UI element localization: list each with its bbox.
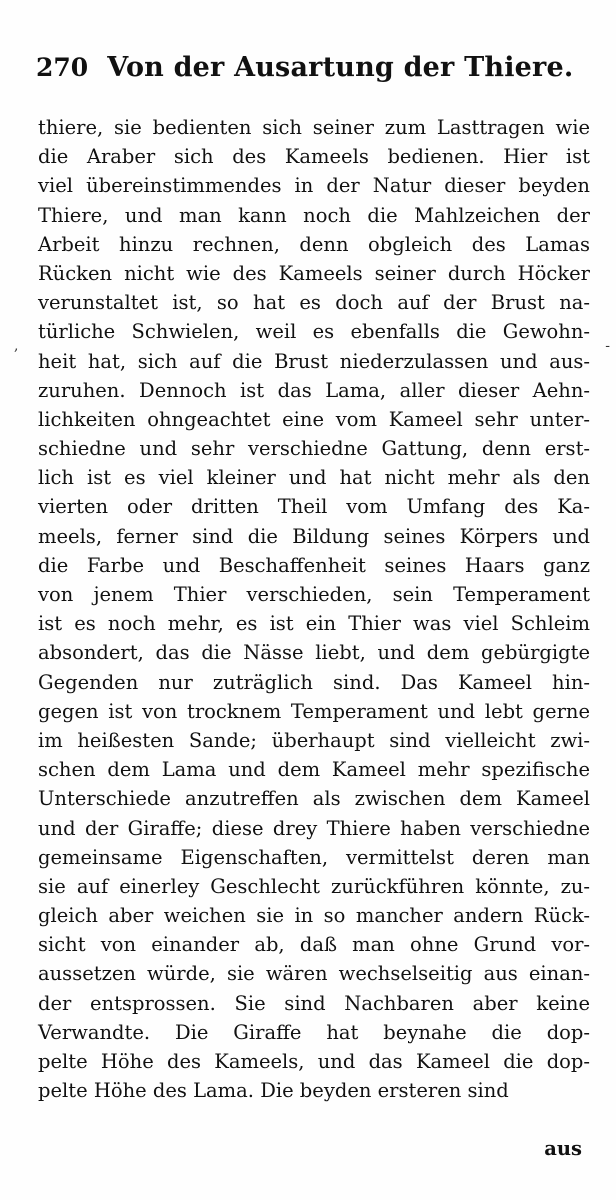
- text-line: Thiere, und man kann noch die Mahlzeichen der: [38, 203, 590, 227]
- margin-mark-left: ,: [14, 338, 19, 354]
- text-line: schiedne und sehr verschiedne Gattung, denn erst-: [38, 437, 590, 461]
- text-line: pelte Höhe des Lama. Die beyden ersteren sind: [38, 1079, 509, 1103]
- text-line: sicht von einander ab, daß man ohne Grund vor-: [38, 933, 590, 957]
- text-line: viel übereinstimmendes in der Natur dieser beyden: [38, 174, 590, 198]
- text-line: zuruhen. Dennoch ist das Lama, aller dieser Aehn-: [38, 378, 590, 402]
- text-line: pelte Höhe des Kameels, und das Kameel die dop-: [38, 1050, 590, 1073]
- text-line: lich ist es viel kleiner und hat nicht mehr als den: [38, 466, 590, 490]
- catchword: aus: [544, 1137, 582, 1160]
- text-line: Unterschiede anzutreffen als zwischen dem Kameel: [38, 787, 590, 811]
- text-line: aussetzen würde, sie wären wechselseitig aus einan-: [38, 962, 590, 986]
- text-line: der entsprossen. Sie sind Nachbaren aber keine: [38, 991, 590, 1015]
- text-line: vierten oder dritten Theil vom Umfang des Ka-: [38, 495, 590, 519]
- text-line: gegen ist von trocknem Temperament und lebt gerne: [38, 699, 590, 723]
- text-line: heit hat, sich auf die Brust niederzulassen und aus-: [38, 349, 590, 373]
- text-line: die Farbe und Beschaffenheit seines Haars ganz: [38, 553, 590, 577]
- text-line: verunstaltet ist, so hat es doch auf der Brust na-: [38, 291, 590, 315]
- body-text: [38, 113, 590, 1105]
- text-line: Gegenden nur zuträglich sind. Das Kameel hin-: [38, 670, 590, 694]
- text-line: und der Giraffe; diese drey Thiere haben verschiedne: [38, 816, 590, 840]
- text-line: Arbeit hinzu rechnen, denn obgleich des Lamas: [38, 232, 590, 256]
- text-line: im heißesten Sande; überhaupt sind vielleicht zwi-: [38, 728, 590, 752]
- running-title: Von der Ausartung der Thiere.: [107, 52, 574, 83]
- text-line: gemeinsame Eigenschaften, vermittelst deren man: [38, 845, 590, 869]
- text-line: lichkeiten ohngeachtet eine vom Kameel sehr unter-: [38, 407, 590, 431]
- page-header: [36, 52, 596, 96]
- text-line: Verwandte. Die Giraffe hat beynahe die dop-: [38, 1020, 590, 1044]
- text-line: türliche Schwielen, weil es ebenfalls die Gewohn-: [38, 320, 590, 344]
- text-line: Rücken nicht wie des Kameels seiner durch Höcker: [38, 261, 590, 285]
- margin-mark-right: -: [605, 338, 610, 354]
- text-line: meels, ferner sind die Bildung seines Körpers und: [38, 524, 590, 548]
- text-line: thiere, sie bedienten sich seiner zum Lasttragen wie: [38, 116, 590, 139]
- text-line: gleich aber weichen sie in so mancher andern Rück-: [38, 904, 590, 928]
- text-line: ist es noch mehr, es ist ein Thier was viel Schleim: [38, 612, 590, 636]
- text-line: von jenem Thier verschieden, sein Temperament: [38, 583, 590, 606]
- text-line: die Araber sich des Kameels bedienen. Hier ist: [38, 145, 590, 169]
- text-line: absondert, das die Nässe liebt, und dem gebürgigte: [38, 641, 590, 665]
- text-line: sie auf einerley Geschlecht zurückführen könnte, zu-: [38, 874, 590, 898]
- text-line: schen dem Lama und dem Kameel mehr spezifische: [38, 758, 590, 782]
- page-number: 270: [36, 53, 89, 82]
